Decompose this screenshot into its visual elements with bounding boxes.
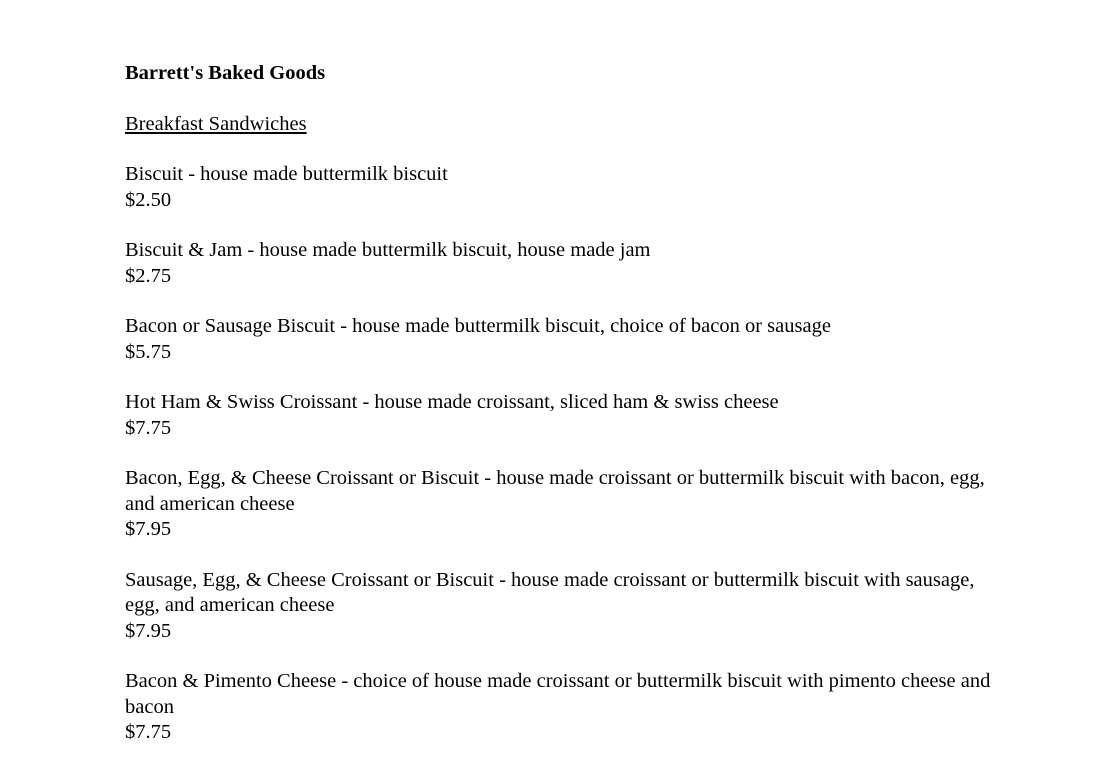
item-description: Bacon or Sausage Biscuit - house made buttermilk biscuit, choice of bacon or sausage [125, 315, 831, 337]
item-description: Biscuit - house made buttermilk biscuit [125, 163, 448, 185]
item-price: $7.75 [125, 721, 172, 743]
item-description: Biscuit & Jam - house made buttermilk biscuit, house made jam [125, 239, 651, 261]
item-price: $7.95 [125, 518, 172, 540]
menu-item [125, 669, 995, 746]
item-description: Sausage, Egg, & Cheese Croissant or Biscuit - house made croissant or buttermilk biscuit with sausage, egg, and american cheese [125, 568, 975, 616]
item-description: Hot Ham & Swiss Croissant - house made croissant, sliced ham & swiss cheese [125, 391, 779, 413]
item-price: $2.50 [125, 188, 172, 211]
menu-item [125, 466, 995, 543]
menu-document [125, 61, 995, 746]
menu-item [125, 162, 995, 213]
menu-item [125, 314, 995, 365]
item-price: $7.75 [125, 416, 172, 439]
item-description: Bacon & Pimento Cheese - choice of house made croissant or buttermilk biscuit with pimento cheese and bacon [125, 670, 991, 718]
business-name: Barrett's Baked Goods [125, 62, 326, 84]
item-price: $2.75 [125, 264, 172, 287]
item-description: Bacon, Egg, & Cheese Croissant or Biscuit - house made croissant or buttermilk biscuit with bacon, egg, and american cheese [125, 467, 985, 515]
menu-item [125, 390, 995, 441]
item-price: $7.95 [125, 619, 172, 642]
menu-item [125, 568, 995, 645]
item-price: $5.75 [125, 340, 172, 363]
menu-item [125, 238, 995, 289]
section-title: Breakfast Sandwiches [125, 112, 307, 135]
